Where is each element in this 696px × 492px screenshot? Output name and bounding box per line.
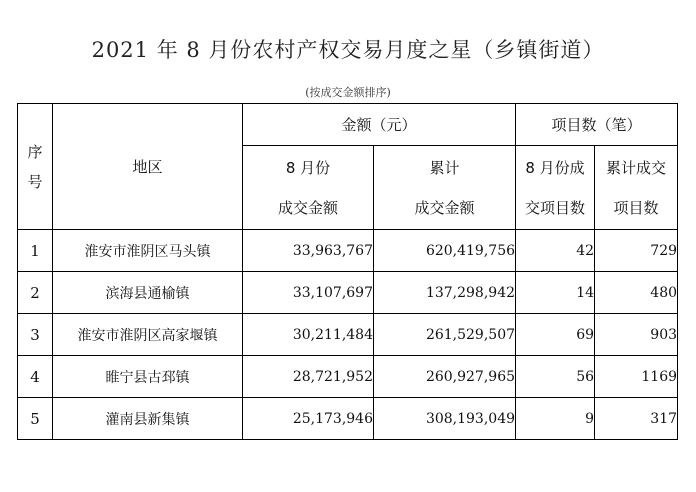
table-row bbox=[18, 314, 678, 356]
header-seq: 序号 bbox=[18, 104, 53, 230]
aug-amount-cell: 33,963,767 bbox=[243, 230, 374, 272]
aug-amount-cell: 30,211,484 bbox=[243, 314, 374, 356]
cum-amount-cell: 261,529,507 bbox=[374, 314, 516, 356]
aug-count-cell: 14 bbox=[516, 272, 595, 314]
cum-count-cell: 317 bbox=[595, 398, 678, 440]
region-cell: 睢宁县古邳镇 bbox=[53, 356, 243, 398]
header-cum-amount-line2: 成交金额 bbox=[414, 198, 475, 217]
aug-amount-cell: 25,173,946 bbox=[243, 398, 374, 440]
region-cell: 灌南县新集镇 bbox=[53, 398, 243, 440]
aug-amount-cell: 28,721,952 bbox=[243, 356, 374, 398]
aug-count-cell: 42 bbox=[516, 230, 595, 272]
aug-count-cell: 69 bbox=[516, 314, 595, 356]
region-cell: 淮安市淮阴区高家堰镇 bbox=[53, 314, 243, 356]
seq-cell: 3 bbox=[18, 314, 53, 356]
table-row bbox=[18, 272, 678, 314]
header-aug-count bbox=[516, 146, 595, 230]
cum-amount-cell: 137,298,942 bbox=[374, 272, 516, 314]
table-row bbox=[18, 230, 678, 272]
header-count-group: 项目数（笔） bbox=[516, 104, 678, 146]
header-amount-group: 金额（元） bbox=[243, 104, 516, 146]
cum-count-cell: 1169 bbox=[595, 356, 678, 398]
page-title: 2021 年 8 月份农村产权交易月度之星（乡镇街道） bbox=[91, 38, 605, 62]
page-subtitle: (按成交金额排序) bbox=[305, 86, 391, 99]
header-cum-amount bbox=[374, 146, 516, 230]
cum-amount-cell: 620,419,756 bbox=[374, 230, 516, 272]
header-aug-count-line1: 8 月份成 bbox=[525, 158, 585, 177]
header-cum-amount-line1: 累计 bbox=[429, 158, 460, 177]
cum-count-cell: 729 bbox=[595, 230, 678, 272]
seq-cell: 5 bbox=[18, 398, 53, 440]
cum-count-cell: 480 bbox=[595, 272, 678, 314]
header-aug-amount-line2: 成交金额 bbox=[277, 198, 338, 217]
header-region: 地区 bbox=[53, 104, 243, 230]
table-row bbox=[18, 398, 678, 440]
cum-count-cell: 903 bbox=[595, 314, 678, 356]
header-aug-count-line2: 交项目数 bbox=[525, 198, 586, 217]
seq-cell: 4 bbox=[18, 356, 53, 398]
aug-count-cell: 56 bbox=[516, 356, 595, 398]
ranking-table bbox=[17, 103, 678, 440]
aug-amount-cell: 33,107,697 bbox=[243, 272, 374, 314]
seq-cell: 1 bbox=[18, 230, 53, 272]
header-cum-count-line1: 累计成交 bbox=[606, 158, 667, 177]
cum-amount-cell: 308,193,049 bbox=[374, 398, 516, 440]
header-cum-count-line2: 项目数 bbox=[613, 198, 659, 217]
region-cell: 淮安市淮阴区马头镇 bbox=[53, 230, 243, 272]
table-row bbox=[18, 356, 678, 398]
header-cum-count bbox=[595, 146, 678, 230]
seq-cell: 2 bbox=[18, 272, 53, 314]
aug-count-cell: 9 bbox=[516, 398, 595, 440]
cum-amount-cell: 260,927,965 bbox=[374, 356, 516, 398]
header-aug-amount bbox=[243, 146, 374, 230]
region-cell: 滨海县通榆镇 bbox=[53, 272, 243, 314]
header-aug-amount-line1: 8 月份 bbox=[285, 158, 331, 177]
